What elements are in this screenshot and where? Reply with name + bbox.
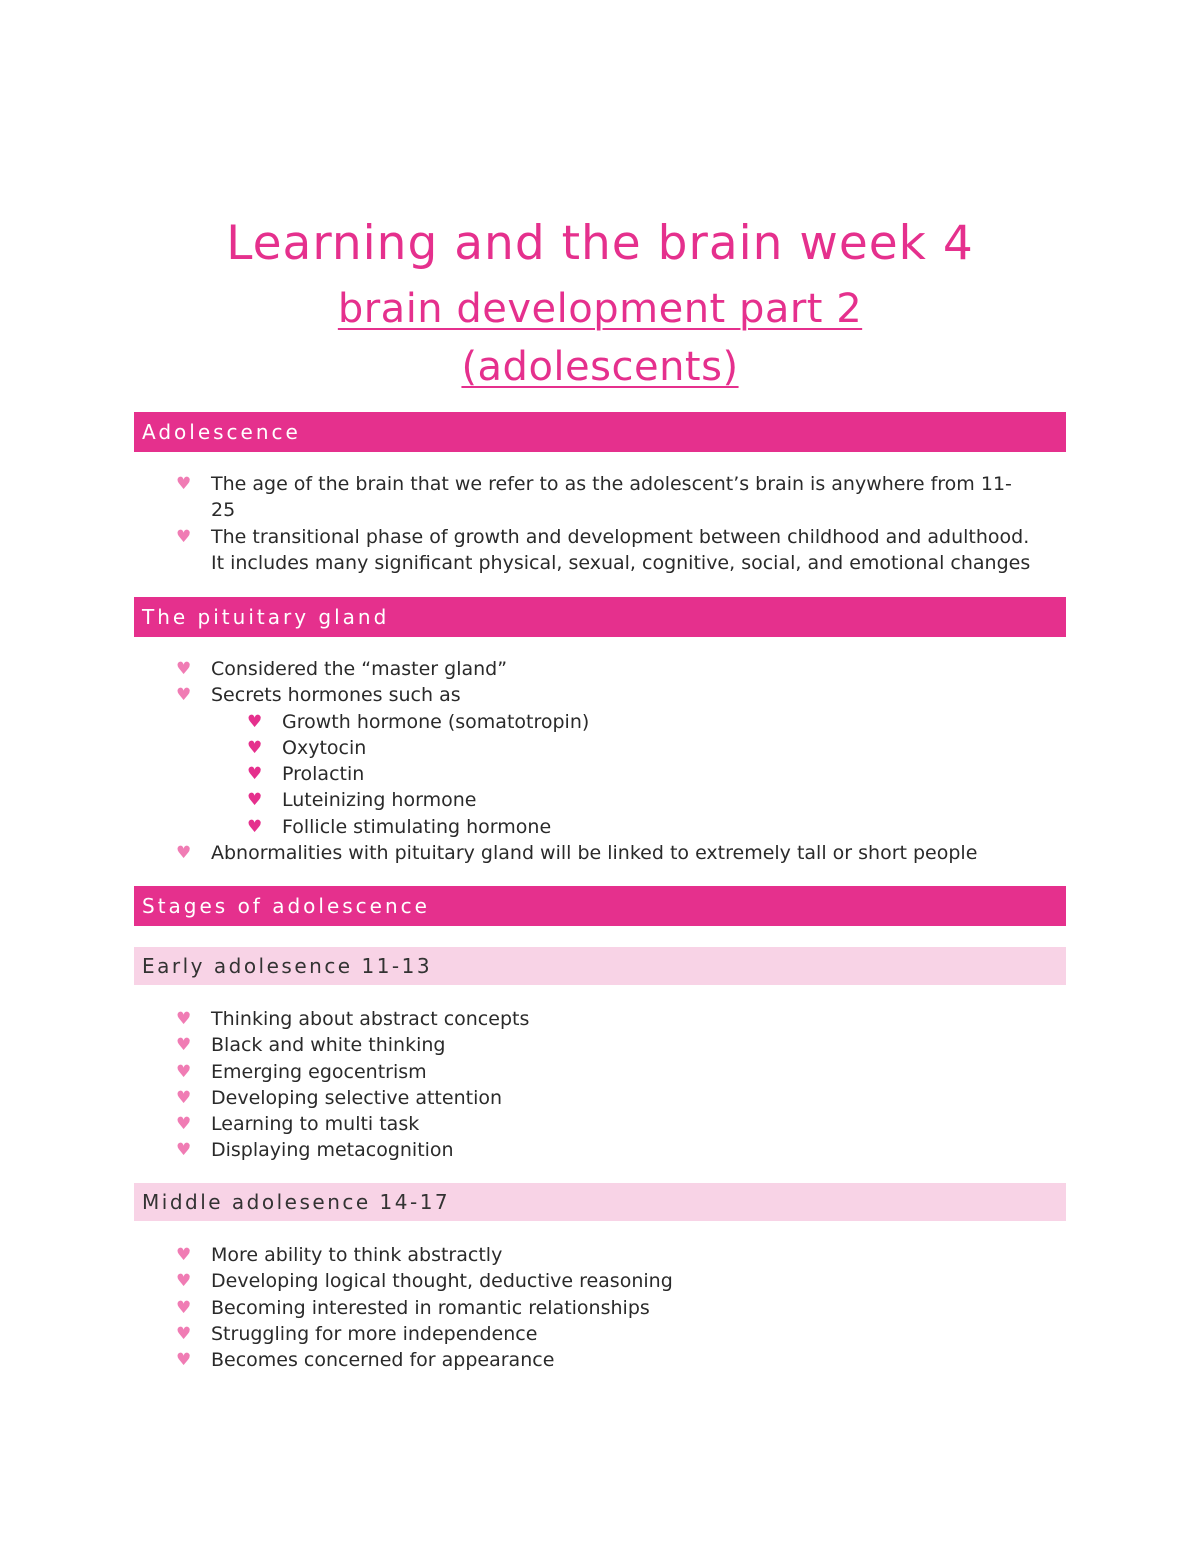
list-item: ♥ Displaying metacognition	[134, 1137, 1066, 1163]
list-item: ♥ Developing selective attention	[134, 1085, 1066, 1111]
list-item-continuation: It includes many significant physical, sexual, cognitive, social, and emotional changes	[211, 551, 1031, 574]
heart-icon: ♥	[247, 764, 263, 785]
list-item: ♥ Learning to multi task	[134, 1111, 1066, 1137]
section-heading-adolescence: Adolescence	[134, 412, 1066, 452]
section-heading-stages: Stages of adolescence	[134, 886, 1066, 926]
heart-icon: ♥	[176, 474, 192, 494]
list-item: ♥ Thinking about abstract concepts	[134, 1006, 1066, 1032]
list-item: ♥ Considered the “master gland”	[134, 656, 1066, 682]
heart-icon: ♥	[176, 1271, 192, 1292]
list-item: ♥ Developing logical thought, deductive reasoning	[134, 1268, 1066, 1294]
list-item: ♥ Abnormalities with pituitary gland will be linked to extremely tall or short people	[134, 840, 1066, 866]
heart-icon: ♥	[247, 816, 263, 837]
list-item: ♥ Secrets hormones such as	[134, 682, 1066, 708]
subtitle-line-1: brain development part 2	[337, 286, 863, 332]
list-item: ♥ More ability to think abstractly	[134, 1242, 1066, 1268]
sub-list-item: ♥ Prolactin	[134, 761, 1066, 787]
heart-icon: ♥	[176, 1114, 192, 1135]
sub-list-item: ♥ Luteinizing hormone	[134, 787, 1066, 813]
early-list	[134, 1006, 1066, 1164]
heart-icon: ♥	[247, 737, 263, 758]
heart-icon: ♥	[176, 1140, 192, 1161]
list-item-continuation: 25	[211, 499, 236, 522]
heart-icon: ♥	[176, 526, 192, 547]
subsection-heading-middle: Middle adolesence 14-17	[134, 1183, 1066, 1221]
middle-list	[134, 1242, 1066, 1373]
heart-icon: ♥	[176, 1009, 192, 1029]
heart-icon: ♥	[176, 685, 192, 706]
page-subtitle	[134, 280, 1066, 396]
pituitary-list	[134, 656, 1066, 866]
sub-list-item: ♥ Growth hormone (somatotropin)	[134, 709, 1066, 735]
heart-icon: ♥	[176, 1350, 192, 1371]
list-item: ♥ Becomes concerned for appearance	[134, 1347, 1066, 1373]
list-item: ♥ Emerging egocentrism	[134, 1059, 1066, 1085]
list-item: ♥ Struggling for more independence	[134, 1321, 1066, 1347]
heart-icon: ♥	[176, 1323, 192, 1344]
sub-list-item: ♥ Oxytocin	[134, 735, 1066, 761]
sub-list-item: ♥ Follicle stimulating hormone	[134, 814, 1066, 840]
heart-icon: ♥	[176, 1297, 192, 1318]
heart-icon: ♥	[176, 1087, 192, 1108]
list-item: ♥ The age of the brain that we refer to as the adolescent’s brain is anywhere from 11-	[134, 471, 1066, 497]
adolescence-list	[134, 471, 1066, 576]
list-item: ♥ The transitional phase of growth and development between childhood and adulthood.	[134, 524, 1066, 550]
page-title: Learning and the brain week 4	[226, 216, 974, 271]
heart-icon: ♥	[176, 659, 192, 679]
heart-icon: ♥	[176, 1035, 192, 1056]
heart-icon: ♥	[176, 843, 192, 864]
section-heading-pituitary: The pituitary gland	[134, 597, 1066, 637]
subsection-heading-early: Early adolesence 11-13	[134, 947, 1066, 985]
list-item: ♥ Becoming interested in romantic relationships	[134, 1295, 1066, 1321]
heart-icon: ♥	[247, 711, 263, 732]
heart-icon: ♥	[176, 1245, 192, 1265]
heart-icon: ♥	[176, 1061, 192, 1082]
list-item: ♥ Black and white thinking	[134, 1032, 1066, 1058]
subtitle-line-2: (adolescents)	[461, 344, 739, 390]
heart-icon: ♥	[247, 790, 263, 811]
